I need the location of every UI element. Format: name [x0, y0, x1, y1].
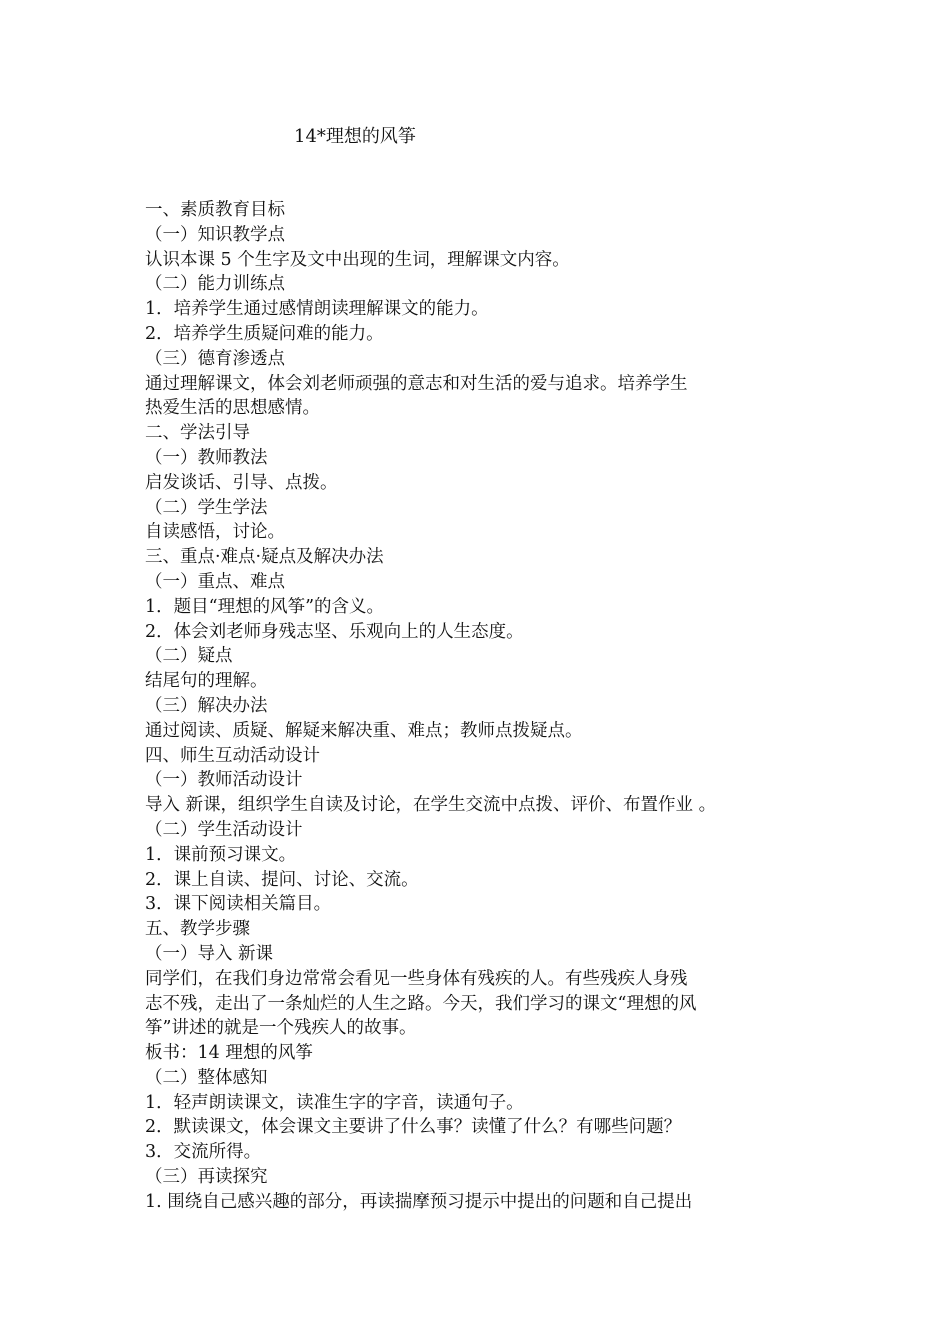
subsection-heading: （三）再读探究: [145, 1167, 268, 1188]
blackboard-note: 板书：14 理想的风筝: [145, 1043, 313, 1064]
subsection-heading: （三）德育渗透点: [145, 348, 285, 369]
list-item: 1．题目“理想的风筝”的含义。: [145, 596, 385, 617]
section-heading-4: 四、师生互动活动设计: [145, 745, 320, 766]
section-heading-2: 二、学法引导: [145, 423, 250, 444]
list-item: 2．培养学生质疑问难的能力。: [145, 323, 384, 344]
list-item: 1．课前预习课文。: [145, 844, 297, 865]
list-item: 2．课上自读、提问、讨论、交流。: [145, 869, 419, 890]
paragraph: 认识本课 5 个生字及文中出现的生词，理解课文内容。: [145, 249, 570, 270]
subsection-heading: （一）重点、难点: [145, 571, 285, 592]
list-item: 1. 围绕自己感兴趣的部分，再读揣摩预习提示中提出的问题和自己提出: [145, 1191, 693, 1212]
subsection-heading: （二）学生活动设计: [145, 819, 303, 840]
paragraph: 启发谈话、引导、点拨。: [145, 472, 338, 493]
document-body: [145, 198, 815, 1215]
paragraph: 通过阅读、质疑、解疑来解决重、难点；教师点拨疑点。: [145, 720, 583, 741]
list-item: 2．体会刘老师身残志坚、乐观向上的人生态度。: [145, 621, 524, 642]
paragraph-line: 志不残，走出了一条灿烂的人生之路。今天，我们学习的课文“理想的风: [145, 993, 697, 1014]
paragraph-line: 通过理解课文，体会刘老师顽强的意志和对生活的爱与追求。培养学生: [145, 373, 688, 394]
list-item: 2．默读课文，体会课文主要讲了什么事？读懂了什么？有哪些问题？: [145, 1117, 682, 1138]
subsection-heading: （一）教师教法: [145, 447, 268, 468]
list-item: 3．交流所得。: [145, 1142, 262, 1163]
paragraph-line: 同学们，在我们身边常常会看见一些身体有残疾的人。有些残疾人身残: [145, 968, 688, 989]
subsection-heading: （一）知识教学点: [145, 224, 285, 245]
paragraph: 结尾句的理解。: [145, 671, 268, 692]
document-title: 14*理想的风筝: [294, 126, 416, 147]
paragraph: 导入 新课，组织学生自读及讨论，在学生交流中点拨、评价、布置作业 。: [145, 795, 717, 816]
subsection-heading: （二）学生学法: [145, 497, 268, 518]
subsection-heading: （二）能力训练点: [145, 274, 285, 295]
list-item: 1．轻声朗读课文，读准生字的字音，读通句子。: [145, 1092, 524, 1113]
subsection-heading: （一）教师活动设计: [145, 770, 303, 791]
paragraph-line: 筝”讲述的就是一个残疾人的故事。: [145, 1018, 417, 1039]
subsection-heading: （二）疑点: [145, 646, 233, 667]
section-heading-1: 一、素质教育目标: [145, 200, 285, 220]
section-heading-5: 五、教学步骤: [145, 919, 250, 940]
paragraph-line: 热爱生活的思想感情。: [145, 398, 320, 419]
subsection-heading: （三）解决办法: [145, 695, 268, 716]
section-heading-3: 三、重点·难点·疑点及解决办法: [145, 547, 384, 568]
subsection-heading: （一）导入 新课: [145, 943, 274, 964]
list-item: 3．课下阅读相关篇目。: [145, 894, 332, 915]
paragraph: 自读感悟，讨论。: [145, 522, 285, 543]
list-item: 1．培养学生通过感情朗读理解课文的能力。: [145, 299, 489, 320]
subsection-heading: （二）整体感知: [145, 1067, 268, 1088]
